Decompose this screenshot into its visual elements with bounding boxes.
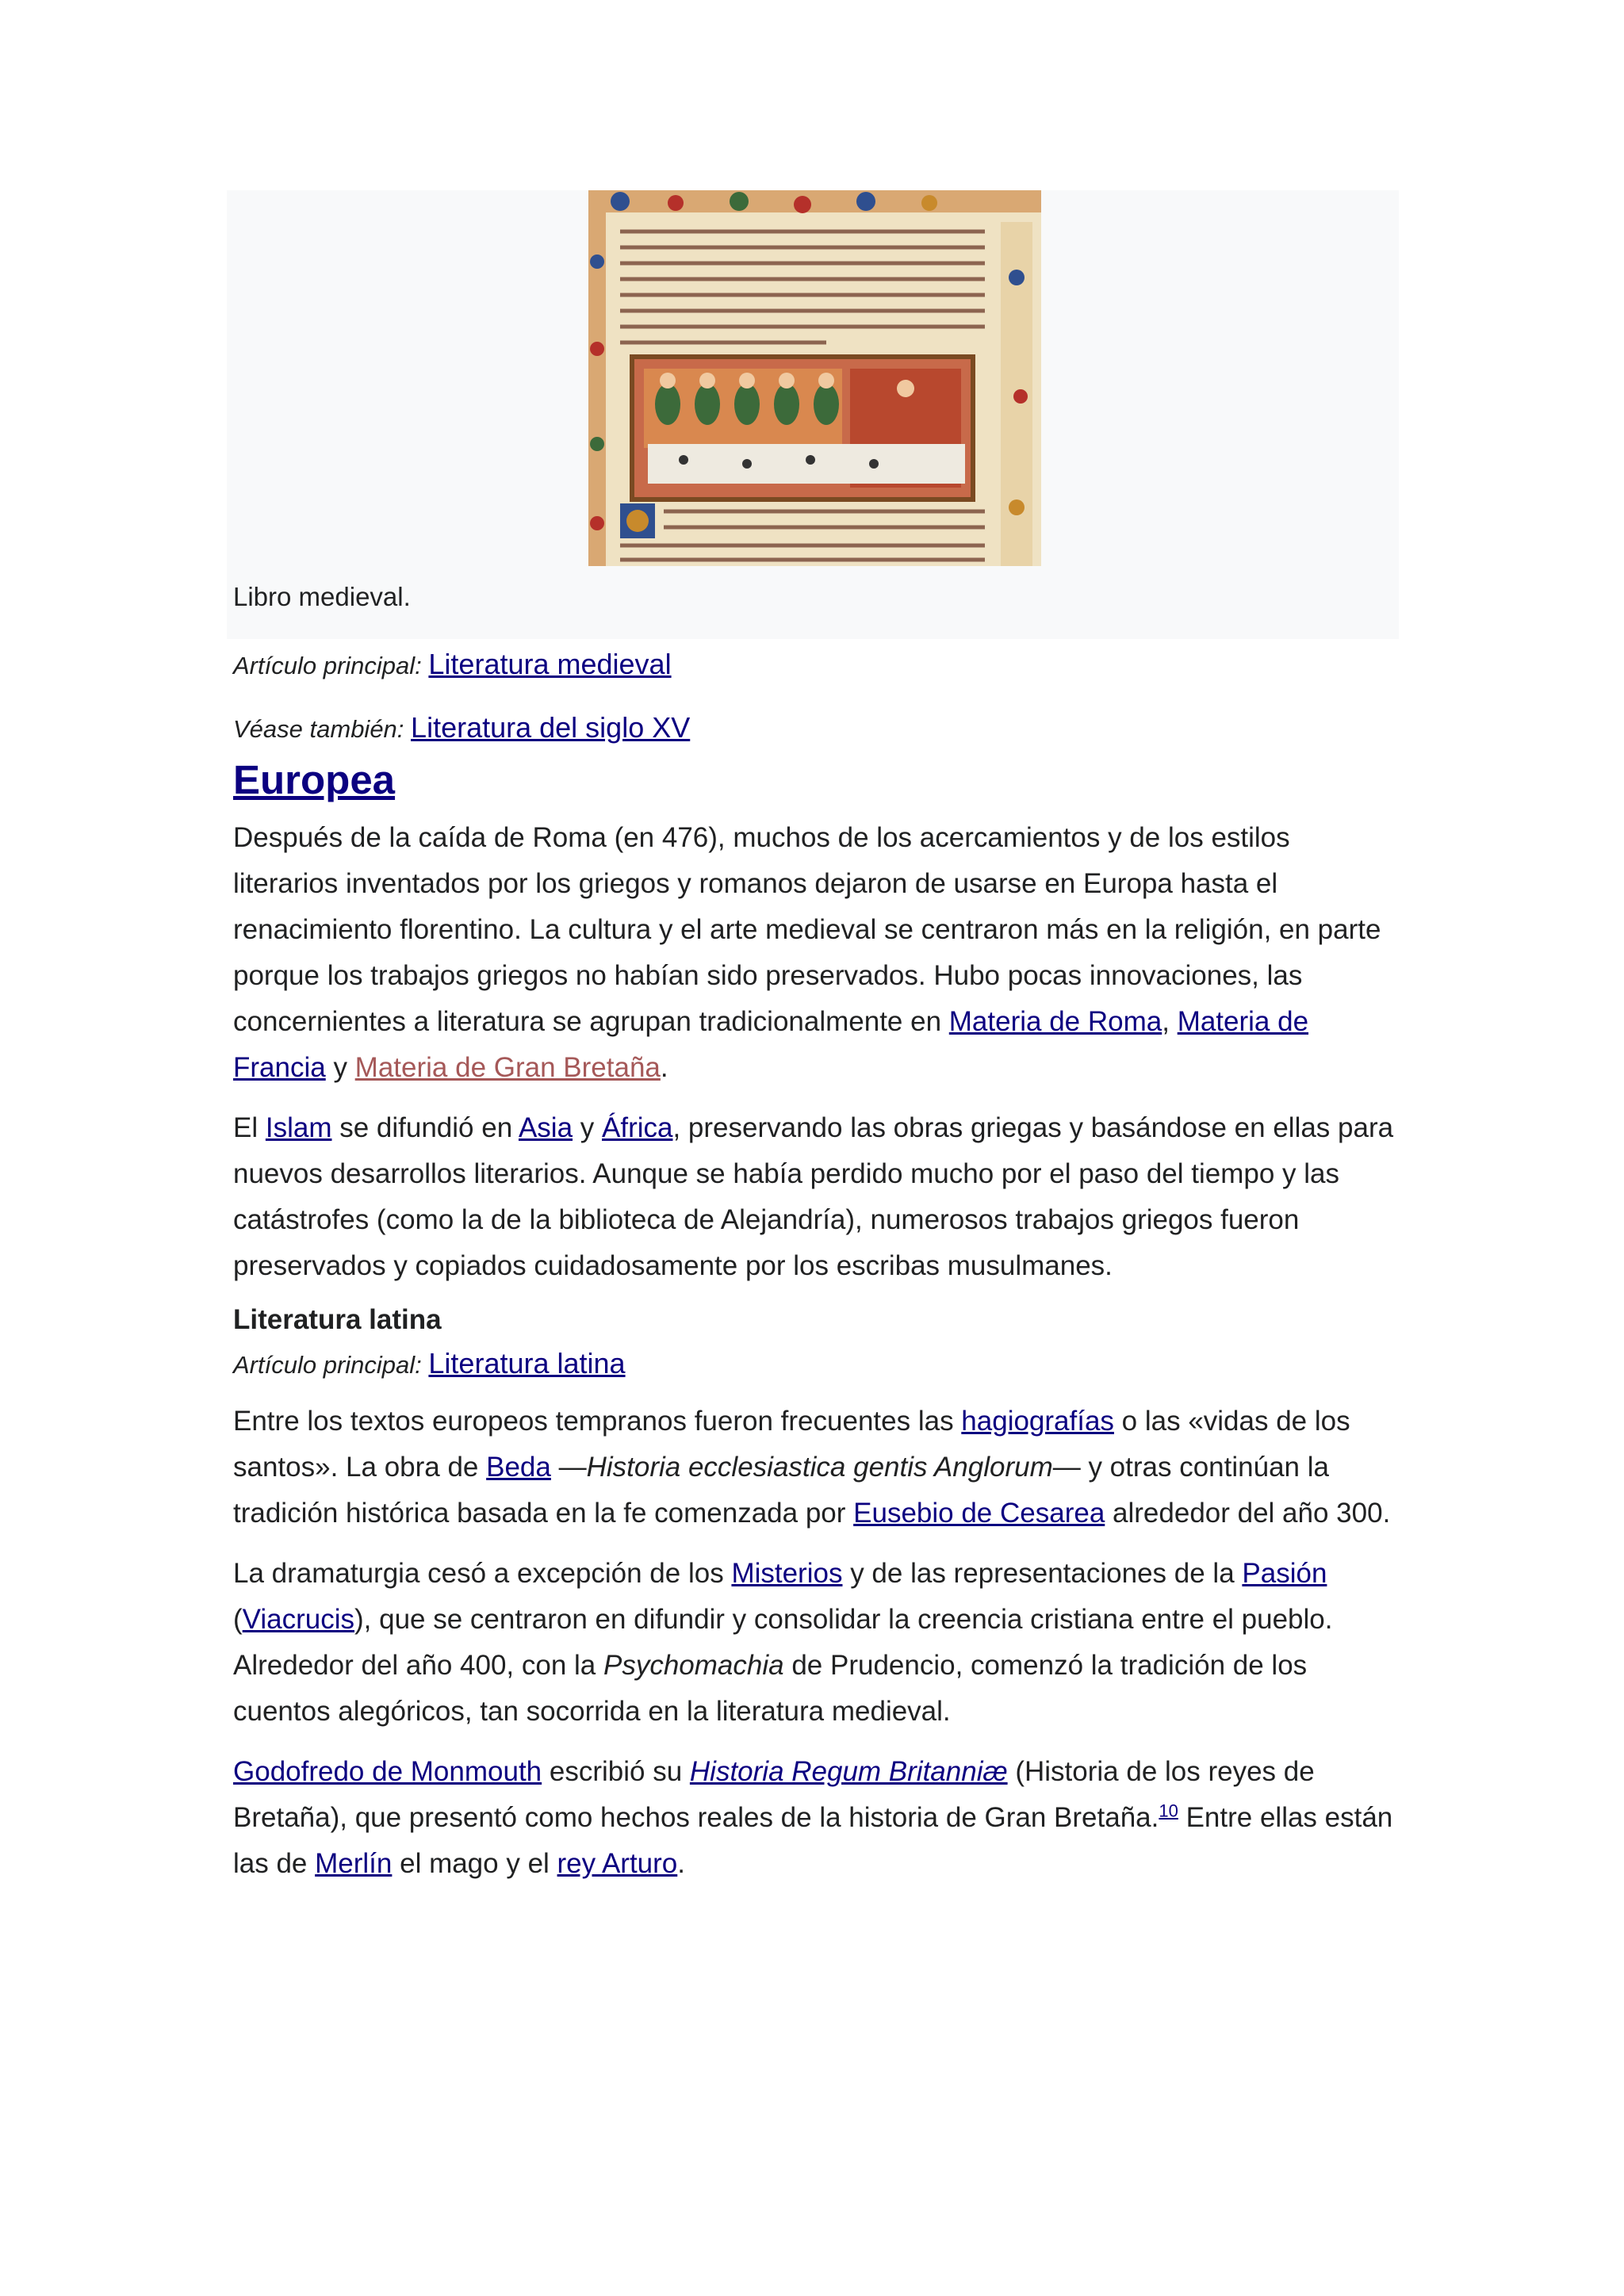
link-materia-de-francia[interactable]: Materia de Francia xyxy=(233,1006,1309,1083)
figure-box xyxy=(227,190,1399,639)
text-run: ), que se centraron en difundir y consolidar la creencia cristiana entre el pueblo. Alrededor del año 400, con la xyxy=(233,1604,1333,1681)
link-asia[interactable]: Asia xyxy=(518,1112,573,1143)
hatnote-main-article-latina xyxy=(227,1348,1399,1381)
text-run: escribió su xyxy=(542,1756,690,1787)
hatnote-main-article xyxy=(227,649,1399,682)
link-materia-de-roma[interactable]: Materia de Roma xyxy=(948,1006,1162,1037)
link-materia-de-gran-bretana[interactable]: Materia de Gran Bretaña xyxy=(354,1052,661,1083)
hatnote-label: Artículo principal: xyxy=(233,1351,422,1379)
italic-title: Historia ecclesiastica gentis Anglorum xyxy=(586,1452,1053,1483)
hatnote-see-also xyxy=(227,712,1399,745)
text-run: La dramaturgia cesó a excepción de los xyxy=(233,1558,732,1589)
link-beda[interactable]: Beda xyxy=(486,1452,551,1483)
paragraph-2 xyxy=(227,1105,1399,1289)
paragraph-1 xyxy=(227,815,1399,1091)
link-historia-regum-britanniae[interactable]: Historia Regum Britanniæ xyxy=(689,1756,1008,1787)
text-run: El xyxy=(233,1112,266,1143)
reference-link[interactable]: 10 xyxy=(1159,1800,1178,1821)
text-run: . xyxy=(660,1052,668,1083)
text-run: y xyxy=(573,1112,602,1143)
text-run: alrededor del año 300. xyxy=(1105,1498,1391,1529)
text-run: . xyxy=(677,1848,685,1879)
link-misterios[interactable]: Misterios xyxy=(731,1558,843,1589)
link-viacrucis[interactable]: Viacrucis xyxy=(242,1604,355,1635)
text-run: de Prudencio, comenzó la tradición de los cuentos alegóricos, tan socorrida en la literatura medieval. xyxy=(233,1650,1308,1727)
italic-title: Psychomachia xyxy=(603,1650,784,1681)
link-literatura-medieval[interactable]: Literatura medieval xyxy=(428,648,672,680)
link-hagiografias[interactable]: hagiografías xyxy=(961,1406,1114,1437)
paragraph-5 xyxy=(227,1749,1399,1887)
text-run: y xyxy=(325,1052,355,1083)
link-eusebio-de-cesarea[interactable]: Eusebio de Cesarea xyxy=(853,1498,1105,1529)
hatnote-label: Artículo principal: xyxy=(233,652,422,679)
link-islam[interactable]: Islam xyxy=(265,1112,332,1143)
text-run: el mago y el xyxy=(392,1848,557,1879)
hatnote-label: Véase también: xyxy=(233,715,404,743)
article-content xyxy=(227,190,1399,1887)
text-run: se difundió en xyxy=(331,1112,519,1143)
paragraph-3 xyxy=(227,1399,1399,1536)
text-run: o las «vidas de los santos». La obra de xyxy=(233,1406,1350,1483)
text-run: , preservando las obras griegas y basándose en ellas para nuevos desarrollos literarios. Aunque se había perdido mucho por el paso del tiempo y las catástrofes (como la de la biblioteca de Alejandría), numerosos trabajos griegos fueron preservados y copiados cuidadosamente por los escribas musulmanes. xyxy=(233,1112,1394,1281)
link-rey-arturo[interactable]: rey Arturo xyxy=(557,1848,678,1879)
link-literatura-siglo-xv[interactable]: Literatura del siglo XV xyxy=(411,711,691,744)
link-merlin[interactable]: Merlín xyxy=(315,1848,393,1879)
text-run: — y otras continúan la tradición histórica basada en la fe comenzada por xyxy=(233,1452,1329,1529)
text-run: ( xyxy=(233,1604,243,1635)
text-run: — xyxy=(550,1452,587,1483)
link-literatura-latina[interactable]: Literatura latina xyxy=(428,1347,626,1380)
link-africa[interactable]: África xyxy=(602,1112,673,1143)
subsection-heading: Literatura latina xyxy=(233,1304,442,1335)
section-heading-link[interactable]: Europea xyxy=(233,757,396,802)
text-run: (Historia de los reyes de Bretaña), que presentó como hechos reales de la historia de Gran Bretaña. xyxy=(233,1756,1315,1833)
section-heading xyxy=(233,752,1399,809)
medieval-book-image[interactable] xyxy=(588,190,1041,566)
text-run: Después de la caída de Roma (en 476), muchos de los acercamientos y de los estilos literarios inventados por los griegos y romanos dejaron de usarse en Europa hasta el renacimiento florentino. La cultura y el arte medieval se centraron más en la religión, en parte porque los trabajos griegos no habían sido preservados. Hubo pocas innovaciones, las concernientes a literatura se agrupan tradicionalmente en xyxy=(233,822,1381,1037)
paragraph-4 xyxy=(227,1551,1399,1735)
text-run: , xyxy=(1162,1006,1178,1037)
text-run: Entre ellas están las de xyxy=(233,1802,1393,1879)
text-run: y de las representaciones de la xyxy=(842,1558,1243,1589)
text-run: Entre los textos europeos tempranos fueron frecuentes las xyxy=(233,1406,962,1437)
link-pasion[interactable]: Pasión xyxy=(1242,1558,1327,1589)
figure-caption: Libro medieval. xyxy=(233,582,411,611)
link-godofredo-de-monmouth[interactable]: Godofredo de Monmouth xyxy=(233,1756,542,1787)
